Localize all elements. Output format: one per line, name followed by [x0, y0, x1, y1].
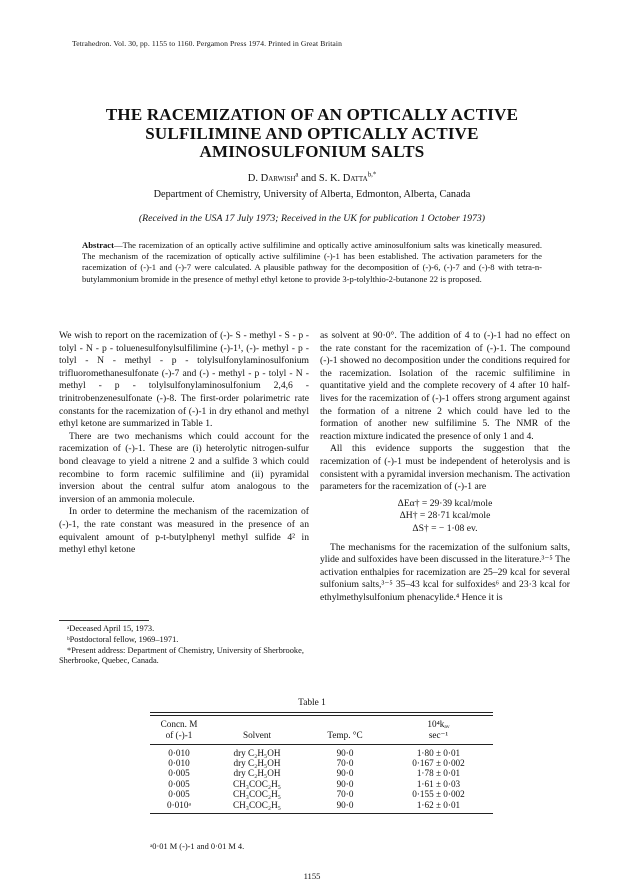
affiliation: Department of Chemistry, University of Alberta, Edmonton, Alberta, Canada [153, 189, 471, 200]
header-of-compound: of (-)-1 [165, 729, 193, 740]
table-footnote: ᵃ0·01 M (-)-1 and 0·01 M 4. [150, 842, 245, 851]
table-rule-mid [150, 744, 493, 745]
table-row: 0·005 dry C₂H₅OH 90·0 1·78 ± 0·01 [168, 768, 461, 779]
header-rate: 10⁴kₐᵥ [427, 718, 450, 729]
body-paragraph: In order to determine the mechanism of the racemization of (-)-1, the rate constant was measured in the presence of an equivalent amount of p-t-butylphenyl methyl sulfide 4² in methyl ethyl ketone [59, 506, 309, 556]
equation-dh: ΔH† = 28·71 kcal/mole [399, 510, 491, 522]
footnote: ᵃDeceased April 15, 1973. [67, 624, 155, 633]
footnote: ᵇPostdoctoral fellow, 1969–1971. [67, 634, 179, 644]
table-row: 0·010ᵃ CH₃COC₂H₅ 90·0 1·62 ± 0·01 [167, 799, 461, 810]
paper-title [60, 106, 564, 162]
body-paragraph: We wish to report on the racemization of (-)- S - methyl - S - p - tolyl - N - p - toluenesulfonylsulfilimine (-)-1¹, (-)- methyl - p - tolyl - N - methyl - p - tolylsulfonylaminosulfonium trifluoromethanesulfonate (-)-7 and (-) - methyl - p - tolyl - N - methyl - p - tolylsulfonylaminosulfonium 2,4,6 - trinitrobenzenesulfonate (-)-8. The first-order polarimetric rate constants for the racemization of (-)-1 in dry ethanol and methyl ethyl ketone are summarized in Table 1. [59, 330, 309, 430]
table-rule-bottom [150, 813, 493, 814]
authors: D. Darwish$^a$ and S. K. Datta$^{b,*}$ [247, 171, 377, 184]
table-row: 0·005 CH₃COC₂H₅ 90·0 1·61 ± 0·03 [168, 778, 461, 789]
abstract [82, 240, 542, 285]
equation-ea: ΔEα† = 29·39 kcal/mole [397, 497, 493, 509]
running-head: Tetrahedron. Vol. 30, pp. 1155 to 1160. Pergamon Press 1974. Printed in Great Britain [72, 39, 342, 48]
title-line-1: THE RACEMIZATION OF AN OPTICALLY ACTIVE [105, 105, 519, 124]
body-paragraph: There are two mechanisms which could account for the racemization of (-)-1. These are (i) heterolytic nitrogen-sulfur bond cleavage to yield a nitrene 2 and a sulfide 3 which could recombine to form racemic sulfilimine and (ii) pyramidal inversion about the central sulfur atom analogous to the inversion of an ammonia molecule. [59, 430, 309, 505]
table-rule-top [150, 712, 493, 716]
table-caption: Table 1 [298, 698, 326, 708]
equation-ds: ΔS† = − 1·08 ev. [412, 522, 478, 534]
title-line-3: AMINOSULFONIUM SALTS [199, 142, 425, 161]
abstract-text: —The racemization of an optically active sulfilimine and optically active aminosulfonium salts was kinetically measured. The mechanism of the racemization of optically active sulfilimine (-)-1 has been established. The activation parameters for the racemization of (-)-1 and (-)-7 were calculated. A plausible pathway for the decomposition of (-)-6, (-)-7 and (-)-8 with tetra-n-butylammonium bromide in the presence of methyl ethyl ketone to provide 3-p-tolylthio-2-butanone 22 is proposed. [82, 240, 542, 284]
body-paragraph: as solvent at 90·0°. The addition of 4 to (-)-1 had no effect on the rate constant for the racemization of (-)-1. The compound (-)-1 showed no decomposition under the conditions required for the racemization. Isolation of the racemic sulfilimine in quantitative yield and the complete recovery of 4 after 10 half-lives for the racemization of (-)-1 offers strong argument against the formation of a nitrene 2 which could have led to the formation of another new sulfilimine 5. The NMR of the reaction mixture indicated the presence of only 1 and 4. [320, 330, 570, 442]
header-solvent: Solvent [242, 729, 272, 740]
abstract-label: Abstract [82, 240, 114, 250]
footnotes [59, 624, 311, 667]
header-concn: Concn. M [160, 718, 198, 729]
left-column [59, 330, 309, 557]
body-paragraph: The mechanisms for the racemization of the sulfonium salts, ylide and sulfoxides have been discussed in the literature.³⁻⁵ The activation enthalpies for racemization are 25–29 kcal for several sulfonium salts,³⁻⁵ 35–43 kcal for sulfoxides⁶ and 23·3 kcal for ethylmethylsulfonium phenacylide.⁴ Hence it is [320, 541, 570, 603]
title-line-2: SULFILIMINE AND OPTICALLY ACTIVE [145, 123, 479, 143]
table-row: 0·005 CH₃COC₂H₅ 70·0 0·155 ± 0·002 [168, 789, 465, 800]
page-number: 1155 [303, 871, 321, 881]
footnote-rule [59, 620, 149, 621]
table-row: 0·010 dry C₂H₅OH 90·0 1·80 ± 0·01 [168, 747, 461, 758]
table-header [150, 719, 493, 741]
header-temp: Temp. °C [327, 729, 363, 740]
body-paragraph: All this evidence supports the suggestion that the racemization of (-)-1 must be independent of heterolysis and is consistent with a pyramidal inversion mechanism. The activation parameters for the racemization of (-)-1 are [320, 443, 570, 493]
footnote: *Present address: Department of Chemistry, University of Sherbrooke, Sherbrooke, Quebec, Canada. [59, 645, 304, 666]
right-column [320, 330, 570, 604]
activation-parameters [320, 498, 570, 536]
header-units: sec⁻¹ [428, 729, 449, 740]
table-row: 0·010 dry C₂H₅OH 70·0 0·167 ± 0·002 [168, 758, 465, 768]
table-body [150, 748, 493, 810]
data-table [150, 712, 493, 814]
received-dates: (Received in the USA 17 July 1973; Received in the UK for publication 1 October 1973) [138, 213, 486, 224]
